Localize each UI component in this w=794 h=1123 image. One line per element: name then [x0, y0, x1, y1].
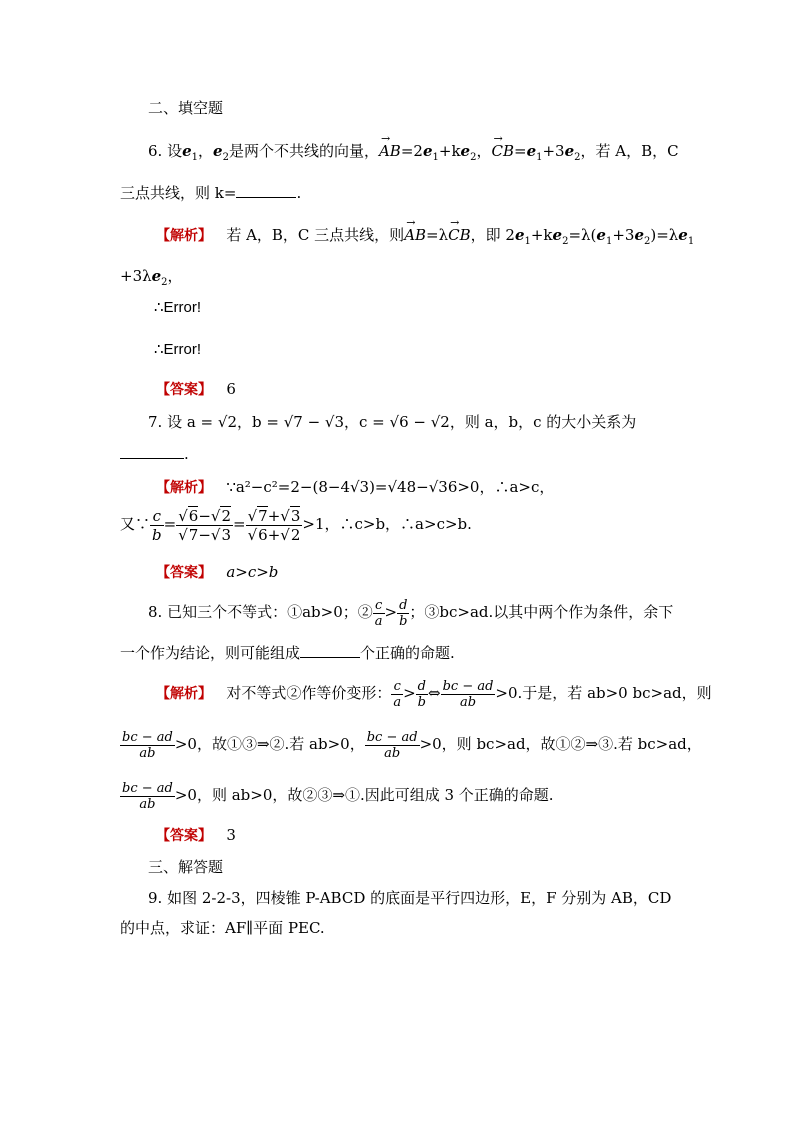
question-6-line-2: 三点共线，则 k= .: [120, 184, 302, 202]
question-7-line-1: 7. 设 a = √2，b = √7 − √3，c = √6 − √2，则 a，b，c 的大小关系为: [148, 413, 637, 431]
error-text-1: ∴Error!: [154, 299, 202, 316]
question-6-analysis-line-2: $+3\lambda e_2$，: [120, 267, 183, 288]
question-8-line-2: 一个作为结论，则可能组成 个正确的命题.: [120, 644, 455, 662]
answer-blank: [236, 183, 296, 198]
answer-tag: 【答案】: [156, 382, 212, 398]
question-7-analysis-line-1: 【解析】 ∵a²−c²=2−(8−4√3)=√48−√36>0，∴a>c，: [156, 478, 555, 496]
answer-tag: 【答案】: [156, 565, 212, 581]
question-8-answer: 【答案】 3: [156, 826, 236, 844]
question-9-line-1: 9. 如图 2-2-3，四棱锥 P-ABCD 的底面是平行四边形，E，F 分别为 AB，CD: [148, 889, 672, 907]
error-text-2: ∴Error!: [154, 341, 202, 358]
analysis-tag: 【解析】: [156, 480, 212, 496]
question-6-answer: 【答案】 6: [156, 380, 236, 398]
question-7-answer: 【答案】 a>c>b: [156, 563, 279, 581]
question-6-analysis-line-1: 【解析】 若 A，B，C 三点共线，则→ AB=λ→ CB，即 $2e_1+ke_2=\lambda(e_1+3e_2)=\lambda e_1$: [156, 225, 694, 246]
question-8-line-1: 8. 已知三个不等式：①ab>0；② $\frac{c}{a}$ > $\frac{d}{b}$ ；③bc>ad.以其中两个作为条件，余下: [148, 597, 674, 629]
question-7-analysis-line-2: 又∵ $\frac{c}{b}$ = $\frac{√6-√2}{√7-√3}$ = $\frac{√7+√3}{√6+√2}$ >1，∴c>b，∴a>c>b.: [120, 506, 472, 544]
answer-blank: [300, 643, 360, 658]
question-8-analysis-line-2: $\frac{bc - ad}{ab}$ >0，故①③⇒②.若 ab>0， $\frac{bc - ad}{ab}$ >0，则 bc>ad，故①②⇒③.若 bc>ad，: [122, 729, 702, 761]
question-8-analysis-line-1: 【解析】 对不等式②作等价变形： $\frac{c}{a}$ > $\frac{d}{b}$ ⇔ $\frac{bc - ad}{ab}$ >0.于是，若 ab>0 bc>ad，则: [156, 678, 712, 710]
answer-tag: 【答案】: [156, 828, 212, 844]
question-7-line-2: .: [120, 444, 189, 464]
question-9-line-2: 的中点，求证：AF∥平面 PEC.: [120, 919, 325, 937]
section-heading-fill-blank: 二、填空题: [148, 99, 224, 117]
analysis-tag: 【解析】: [156, 228, 212, 244]
section-heading-solve: 三、解答题: [148, 858, 224, 876]
answer-blank: [120, 444, 184, 459]
question-6-line-1: 6. 设$e_1$，$e_2$是两个不共线的向量，→ $AB=2e_1+ke_2$，→ $CB=e_1+3e_2$，若 A，B，C: [148, 141, 679, 161]
question-8-analysis-line-3: $\frac{bc - ad}{ab}$ >0，则 ab>0，故②③⇒①.因此可组成 3 个正确的命题.: [122, 780, 554, 812]
analysis-tag: 【解析】: [156, 686, 212, 702]
